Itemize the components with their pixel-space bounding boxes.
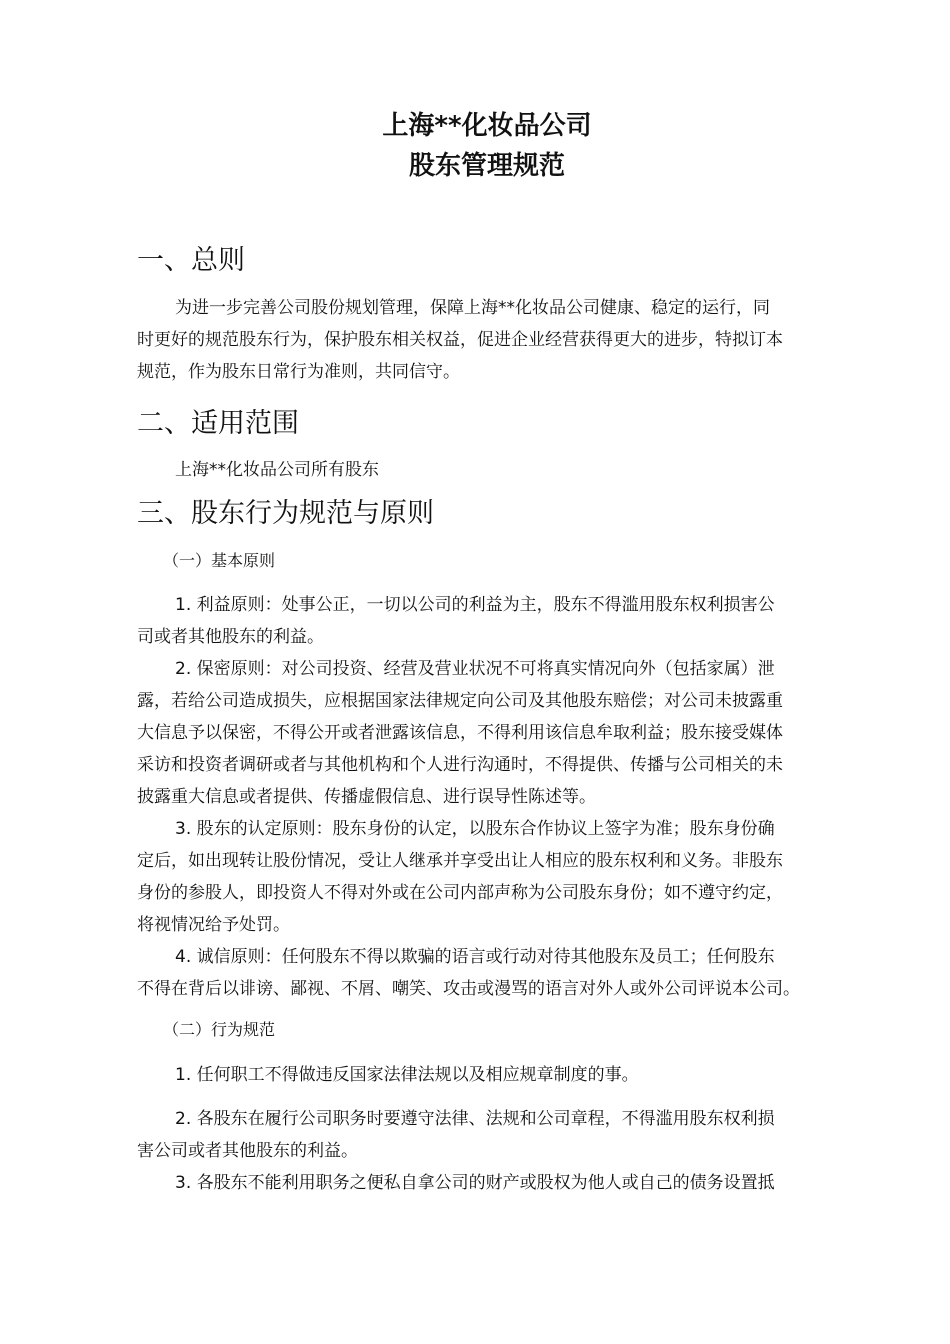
paragraph-line: 不得在背后以诽谤、鄙视、不屑、嘲笑、攻击或漫骂的语言对外人或外公司评说本公司。 (137, 979, 800, 999)
paragraph-line: 身份的参股人，即投资人不得对外或在公司内部声称为公司股东身份；如不遵守约定， (137, 883, 783, 903)
document-title-main: 股东管理规范 (408, 151, 565, 181)
paragraph-line: 2. 各股东在履行公司职务时要遵守法律、法规和公司章程，不得滥用股东权利损 (175, 1109, 775, 1129)
paragraph-line: 规范，作为股东日常行为准则，共同信守。 (137, 362, 460, 382)
paragraph-line: 4. 诚信原则：任何股东不得以欺骗的语言或行动对待其他股东及员工；任何股东 (175, 947, 775, 967)
paragraph-line: 大信息予以保密，不得公开或者泄露该信息，不得利用该信息牟取利益；股东接受媒体 (137, 723, 783, 743)
paragraph-line: 时更好的规范股东行为，保护股东相关权益，促进企业经营获得更大的进步，特拟订本 (137, 330, 783, 350)
section-heading-scope: 二、适用范围 (137, 408, 299, 439)
paragraph-line: 3. 各股东不能利用职务之便私自拿公司的财产或股权为他人或自己的债务设置抵 (175, 1173, 775, 1193)
paragraph-line: 露，若给公司造成损失，应根据国家法律规定向公司及其他股东赔偿；对公司未披露重 (137, 691, 783, 711)
subsection-heading-conduct-rules: （二）行为规范 (163, 1020, 276, 1039)
document-title-company: 上海**化妆品公司 (382, 111, 592, 141)
paragraph-line: 为进一步完善公司股份规划管理，保障上海**化妆品公司健康、稳定的运行，同 (175, 298, 770, 318)
paragraph-line: 害公司或者其他股东的利益。 (137, 1141, 358, 1161)
paragraph-line: 3. 股东的认定原则：股东身份的认定，以股东合作协议上签字为准；股东身份确 (175, 819, 775, 839)
paragraph-line: 上海**化妆品公司所有股东 (175, 460, 379, 480)
section-heading-general: 一、总则 (137, 245, 245, 276)
paragraph-line: 1. 任何职工不得做违反国家法律法规以及相应规章制度的事。 (175, 1065, 639, 1085)
paragraph-line: 采访和投资者调研或者与其他机构和个人进行沟通时，不得提供、传播与公司相关的未 (137, 755, 783, 775)
paragraph-line: 定后，如出现转让股份情况，受让人继承并享受出让人相应的股东权利和义务。非股东 (137, 851, 783, 871)
subsection-heading-principles: （一）基本原则 (163, 551, 276, 570)
section-heading-conduct: 三、股东行为规范与原则 (137, 498, 434, 529)
paragraph-line: 司或者其他股东的利益。 (137, 627, 324, 647)
paragraph-line: 将视情况给予处罚。 (137, 915, 290, 935)
paragraph-line: 1. 利益原则：处事公正，一切以公司的利益为主，股东不得滥用股东权利损害公 (175, 595, 775, 615)
paragraph-line: 披露重大信息或者提供、传播虚假信息、进行误导性陈述等。 (137, 787, 596, 807)
paragraph-line: 2. 保密原则：对公司投资、经营及营业状况不可将真实情况向外（包括家属）泄 (175, 659, 775, 679)
